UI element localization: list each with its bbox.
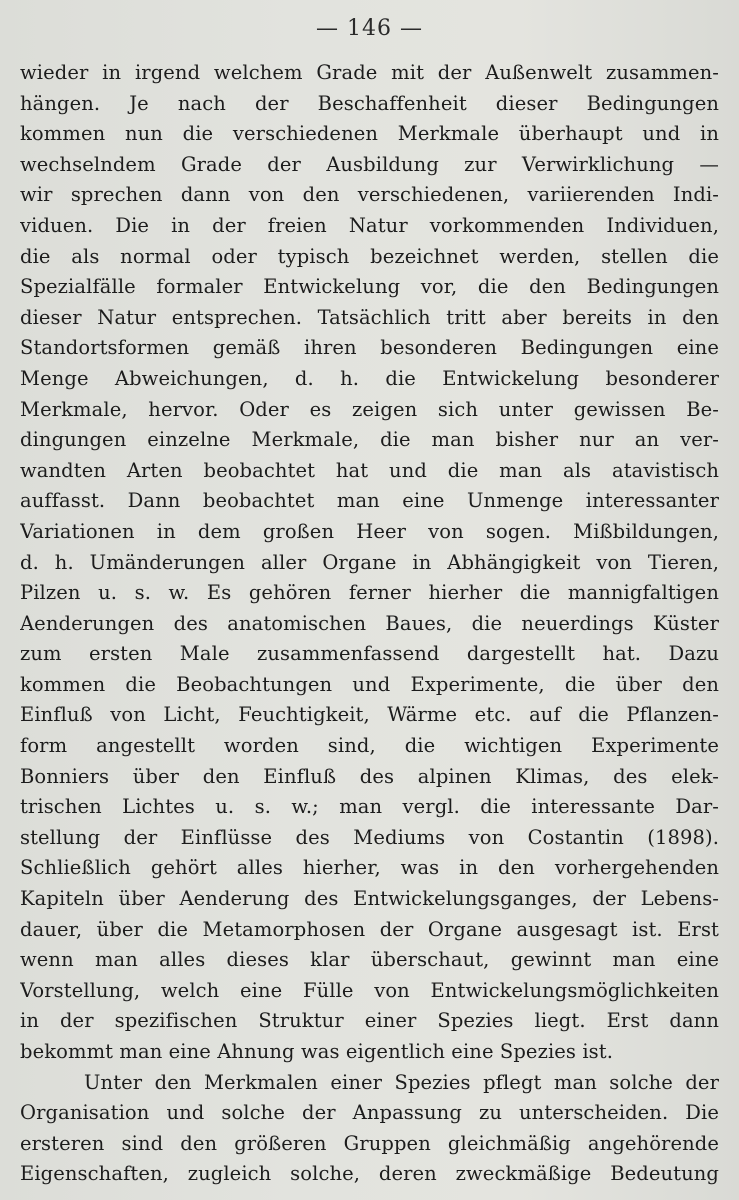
text-line: auffasst. Dann beobachtet man eine Unmenge interessanter	[20, 489, 719, 513]
text-line: dingungen einzelne Merkmale, die man bisher nur an ver-	[20, 428, 719, 452]
text-line: bekommt man eine Ahnung was eigentlich eine Spezies ist.	[20, 1040, 613, 1063]
text-line: Vorstellung, welch eine Fülle von Entwickelungsmöglichkeiten	[20, 978, 719, 1002]
text-line: wir sprechen dann von den verschiedenen, variierenden Indi-	[20, 183, 719, 207]
text-line: Bonniers über den Einfluß des alpinen Klimas, des elek-	[20, 764, 719, 788]
text-line: Schließlich gehört alles hierher, was in den vorhergehenden	[20, 856, 719, 880]
text-line: Eigenschaften, zugleich solche, deren zweckmäßige Bedeutung	[20, 1162, 719, 1186]
text-line: hängen. Je nach der Beschaffenheit dieser Bedingungen	[20, 91, 719, 115]
text-line: Merkmale, hervor. Oder es zeigen sich unter gewissen Be-	[20, 397, 719, 421]
text-line: stellung der Einflüsse des Mediums von Costantin (1898).	[20, 825, 719, 849]
text-line: wenn man alles dieses klar überschaut, gewinnt man eine	[20, 948, 719, 972]
text-line: Organisation und solche der Anpassung zu unterscheiden. Die	[20, 1101, 719, 1125]
text-line: in der spezifischen Struktur einer Spezies liegt. Erst dann	[20, 1009, 719, 1033]
text-line: Spezialfälle formaler Entwickelung vor, die den Bedingungen	[20, 275, 719, 299]
text-line: Menge Abweichungen, d. h. die Entwickelung besonderer	[20, 366, 719, 390]
text-line: wieder in irgend welchem Grade mit der Außenwelt zusammen-	[20, 61, 719, 84]
text-line: Variationen in dem großen Heer von sogen. Mißbildungen,	[20, 519, 719, 543]
text-line: Standortsformen gemäß ihren besonderen Bedingungen eine	[20, 336, 719, 360]
text-line: ersteren sind den größeren Gruppen gleichmäßig angehörende	[20, 1131, 719, 1155]
page-number: — 146 —	[316, 16, 423, 41]
text-line: trischen Lichtes u. s. w.; man vergl. die interessante Dar-	[20, 795, 719, 819]
text-line: dauer, über die Metamorphosen der Organe ausgesagt ist. Erst	[20, 917, 719, 941]
text-line: zum ersten Male zusammenfassend dargestellt hat. Dazu	[20, 642, 719, 666]
text-line: kommen nun die verschiedenen Merkmale überhaupt und in	[20, 122, 719, 146]
text-line: form angestellt worden sind, die wichtigen Experimente	[20, 734, 719, 758]
text-line: Kapiteln über Aenderung des Entwickelungsganges, der Lebens-	[20, 887, 719, 911]
paragraph-first-line: Unter den Merkmalen einer Spezies pflegt man solche der	[84, 1070, 719, 1094]
text-line: Einfluß von Licht, Feuchtigkeit, Wärme etc. auf die Pflanzen-	[20, 703, 719, 727]
text-line: d. h. Umänderungen aller Organe in Abhängigkeit von Tieren,	[20, 550, 719, 574]
text-line: wandten Arten beobachtet hat und die man als atavistisch	[20, 458, 719, 482]
text-line: kommen die Beobachtungen und Experimente, die über den	[20, 672, 719, 696]
body-text	[20, 58, 719, 1190]
text-line: wechselndem Grade der Ausbildung zur Verwirklichung —	[20, 152, 719, 176]
text-line: Aenderungen des anatomischen Baues, die neuerdings Küster	[20, 611, 719, 635]
text-line: viduen. Die in der freien Natur vorkommenden Individuen,	[20, 213, 719, 237]
text-line: dieser Natur entsprechen. Tatsächlich tritt aber bereits in den	[20, 305, 719, 329]
text-line: Pilzen u. s. w. Es gehören ferner hierher die mannigfaltigen	[20, 581, 719, 605]
text-line: die als normal oder typisch bezeichnet werden, stellen die	[20, 244, 719, 268]
